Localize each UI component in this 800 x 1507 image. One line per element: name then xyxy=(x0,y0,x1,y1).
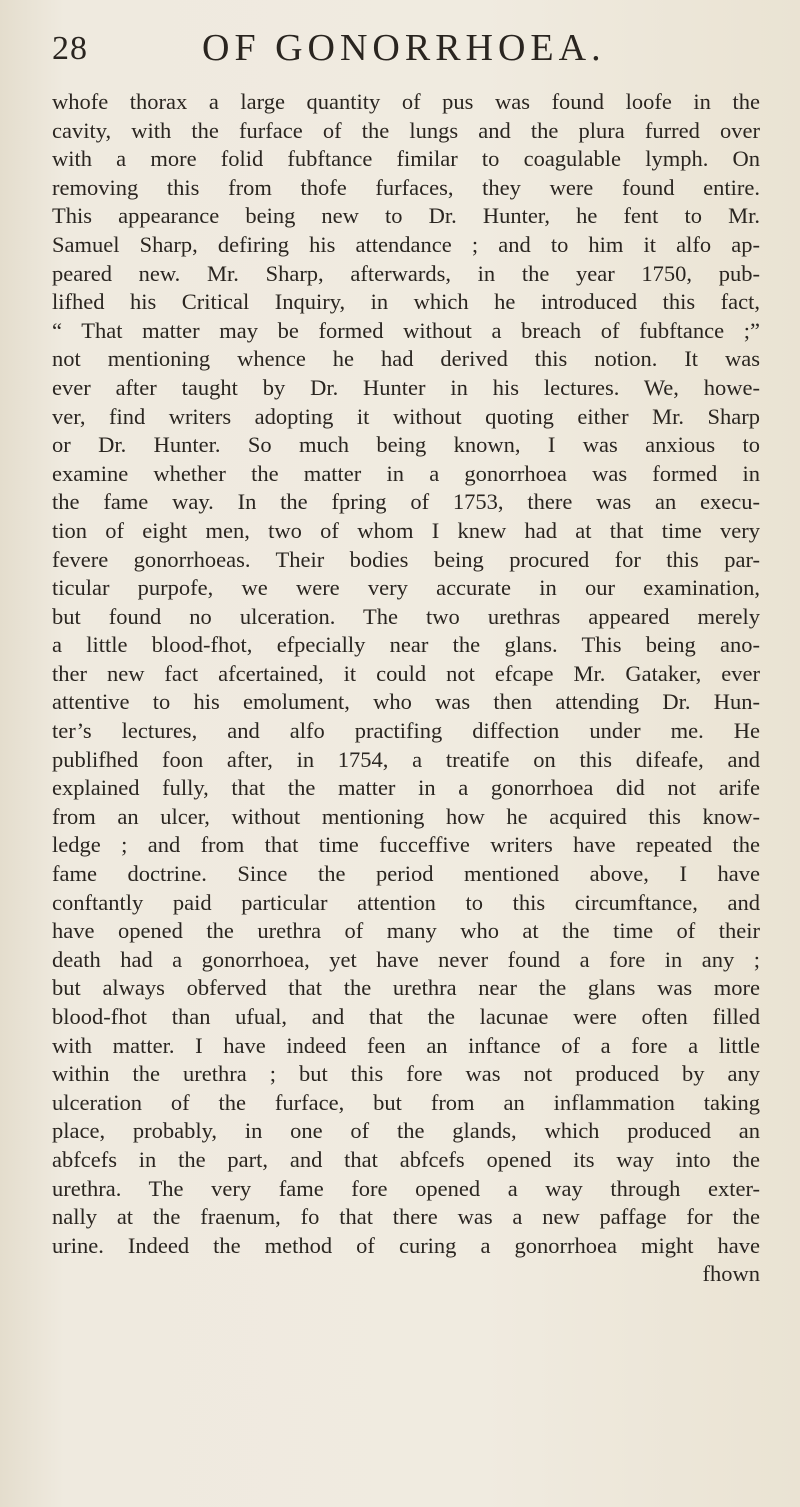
text-line: This appearance being new to Dr. Hunter, he fent to Mr. xyxy=(52,203,760,229)
text-line: with a more folid fubftance fimilar to coagulable lymph. On xyxy=(52,146,760,172)
text-line: tion of eight men, two of whom I knew had at that time very xyxy=(52,517,760,543)
text-line: or Dr. Hunter. So much being known, I was anxious to xyxy=(52,432,760,458)
text-line: urine. Indeed the method of curing a gonorrhoea might have xyxy=(52,1232,760,1258)
text-line: nally at the fraenum, fo that there was a new paffage for the xyxy=(52,1204,760,1230)
text-line: ver, find writers adopting it without quoting either Mr. Sharp xyxy=(52,403,760,429)
text-line: from an ulcer, without mentioning how he acquired this know- xyxy=(52,803,760,829)
text-line: ulceration of the furface, but from an inflammation taking xyxy=(52,1089,760,1115)
text-line: death had a gonorrhoea, yet have never found a fore in any ; xyxy=(52,946,760,972)
running-head xyxy=(52,18,760,80)
text-line: ticular purpofe, we were very accurate in our examination, xyxy=(52,575,760,601)
text-line: blood-fhot than ufual, and that the lacunae were often filled xyxy=(52,1004,760,1029)
text-line: with matter. I have indeed feen an inftance of a fore a little xyxy=(52,1032,760,1058)
body-text xyxy=(52,88,760,1289)
text-line: not mentioning whence he had derived this notion. It was xyxy=(52,346,760,372)
text-line: within the urethra ; but this fore was not produced by any xyxy=(52,1061,760,1087)
text-line: lifhed his Critical Inquiry, in which he introduced this fact, xyxy=(52,289,760,315)
running-title: OF GONORRHOEA. xyxy=(202,27,606,69)
text-line: Samuel Sharp, defiring his attendance ; and to him it alfo ap- xyxy=(52,231,760,257)
text-line: urethra. The very fame fore opened a way through exter- xyxy=(52,1175,760,1201)
text-line: a little blood-fhot, efpecially near the glans. This being ano- xyxy=(52,632,760,658)
text-line: fevere gonorrhoeas. Their bodies being procured for this par- xyxy=(52,546,760,572)
text-line: but found no ulceration. The two urethras appeared merely xyxy=(52,603,760,629)
text-line: ever after taught by Dr. Hunter in his lectures. We, howe- xyxy=(52,374,760,400)
text-line: ther new fact afcertained, it could not efcape Mr. Gataker, ever xyxy=(52,660,760,686)
text-line: ledge ; and from that time fucceffive writers have repeated the xyxy=(52,832,760,858)
page-number: 28 xyxy=(52,30,88,67)
text-line: place, probably, in one of the glands, which produced an xyxy=(52,1118,760,1144)
text-line: “ That matter may be formed without a breach of fubftance ;” xyxy=(52,317,760,343)
text-line: ter’s lectures, and alfo practifing diffection under me. He xyxy=(52,718,760,744)
text-line: explained fully, that the matter in a gonorrhoea did not arife xyxy=(52,775,760,801)
text-line: abfcefs in the part, and that abfcefs opened its way into the xyxy=(52,1146,760,1172)
text-line: cavity, with the furface of the lungs and the plura furred over xyxy=(52,117,760,143)
catchword: fhown xyxy=(702,1261,760,1287)
text-line: peared new. Mr. Sharp, afterwards, in the year 1750, pub- xyxy=(52,260,760,286)
text-line: fame doctrine. Since the period mentioned above, I have xyxy=(52,861,760,887)
text-line: the fame way. In the fpring of 1753, there was an execu- xyxy=(52,489,760,515)
text-line: have opened the urethra of many who at the time of their xyxy=(52,918,760,944)
text-line: attentive to his emolument, who was then attending Dr. Hun- xyxy=(52,689,760,715)
text-line: examine whether the matter in a gonorrhoea was formed in xyxy=(52,460,760,486)
text-line: whofe thorax a large quantity of pus was found loofe in the xyxy=(52,89,760,114)
text-line: removing this from thofe furfaces, they were found entire. xyxy=(52,174,760,200)
text-line: conftantly paid particular attention to this circumftance, and xyxy=(52,889,760,915)
text-line: publifhed foon after, in 1754, a treatife on this difeafe, and xyxy=(52,746,760,772)
text-line: but always obferved that the urethra near the glans was more xyxy=(52,975,760,1001)
